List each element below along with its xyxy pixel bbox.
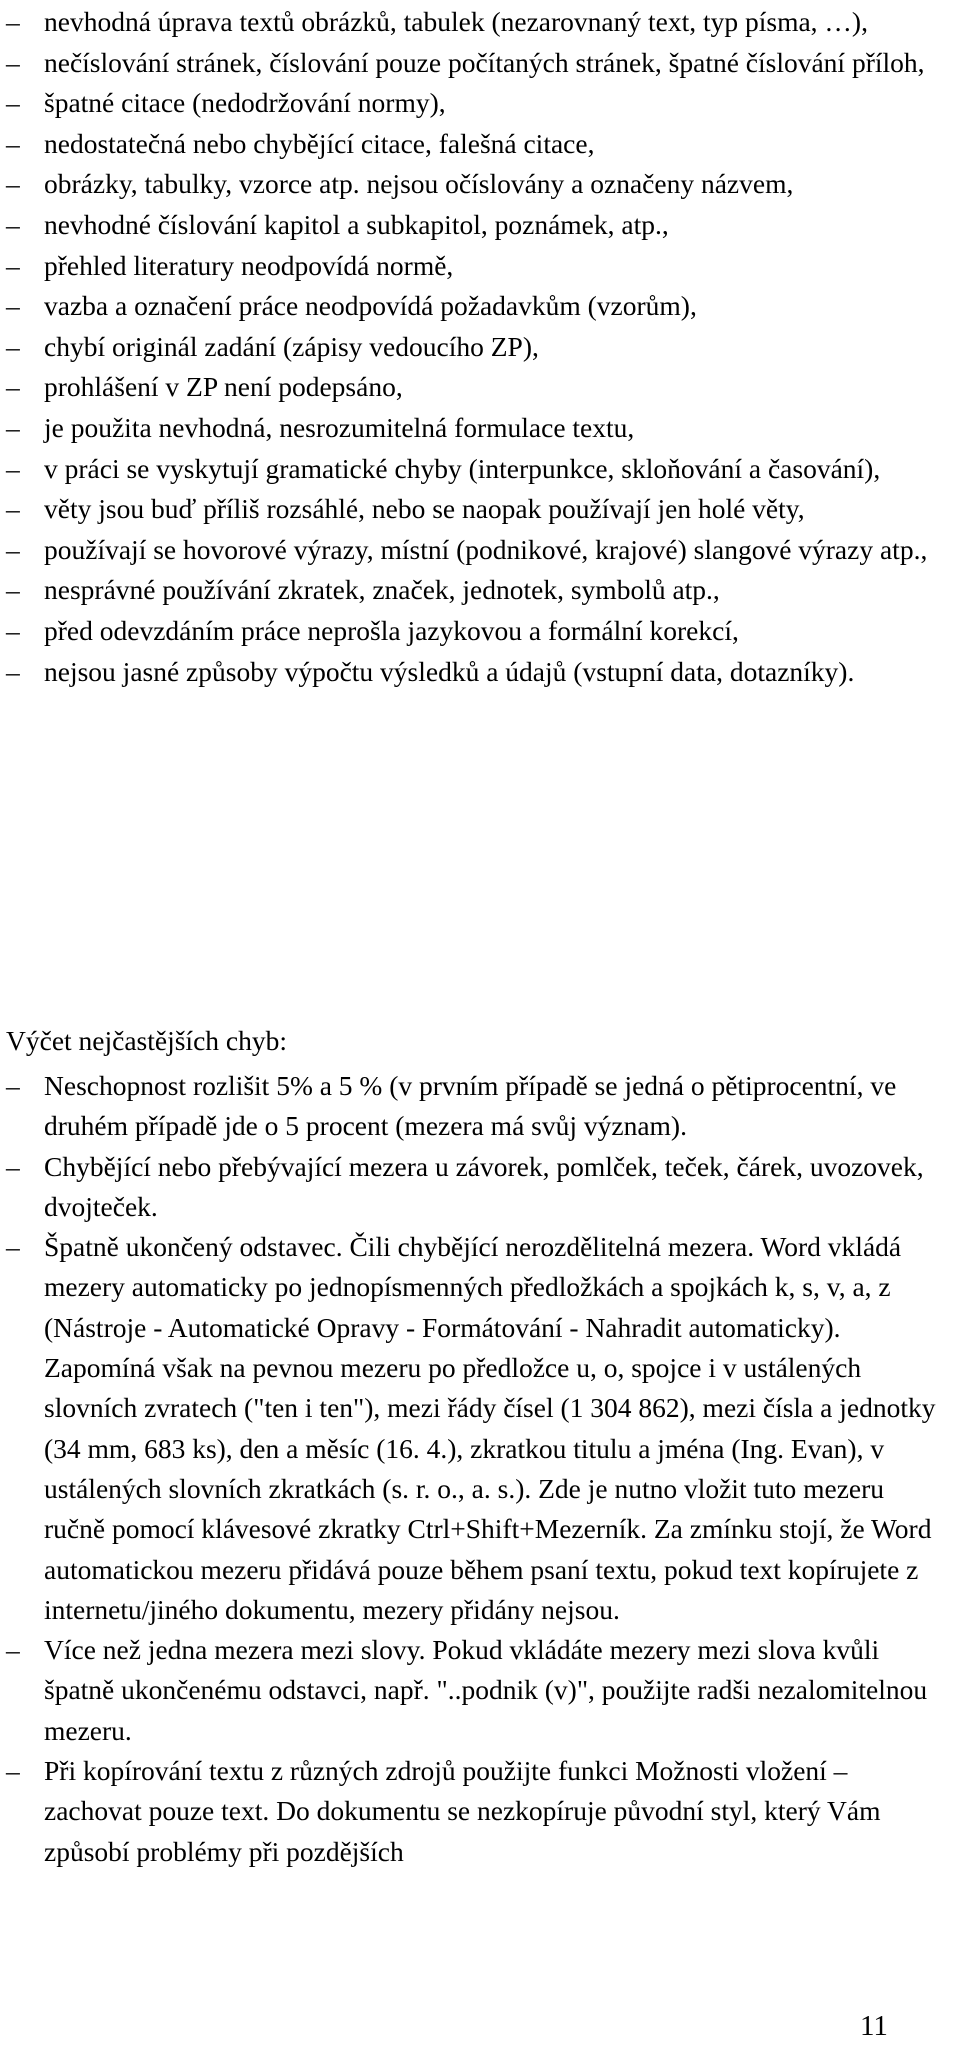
list-item <box>0 611 940 652</box>
list-item <box>0 449 940 490</box>
list-item-text: věty jsou buď příliš rozsáhlé, nebo se naopak používají jen holé věty, <box>44 493 805 525</box>
list-item <box>0 367 940 408</box>
list-item-text: obrázky, tabulky, vzorce atp. nejsou očíslovány a označeny názvem, <box>44 168 794 200</box>
section-heading: Výčet nejčastějších chyb: <box>6 1025 288 1056</box>
list-item <box>0 530 940 571</box>
list-item <box>0 1630 940 1751</box>
list-item <box>0 1227 940 1630</box>
list-item <box>0 246 940 287</box>
dash-bullet: – <box>6 249 20 281</box>
list-item <box>0 83 940 124</box>
dash-bullet: – <box>6 208 20 240</box>
list-item-text: v práci se vyskytují gramatické chyby (interpunkce, skloňování a časování), <box>44 452 881 484</box>
dash-bullet: – <box>6 6 20 37</box>
list-item <box>0 286 940 327</box>
list-item-text: Více než jedna mezera mezi slovy. Pokud vkládáte mezery mezi slova kvůli špatně ukončenému odstavci, např. "..podnik (v)", použijte radši nezalomitelnou mezeru. <box>44 1634 928 1746</box>
list-item-text: nevhodné číslování kapitol a subkapitol, poznámek, atp., <box>44 208 669 240</box>
dash-bullet: – <box>6 1755 20 1787</box>
list-item-text: chybí originál zadání (zápisy vedoucího ZP), <box>44 330 539 362</box>
dash-bullet: – <box>6 493 20 525</box>
list-item-text: špatné citace (nedodržování normy), <box>44 87 446 119</box>
dash-bullet: – <box>6 330 20 362</box>
list-item <box>0 164 940 205</box>
list-item-text: je použita nevhodná, nesrozumitelná formulace textu, <box>44 411 635 443</box>
list-item <box>0 408 940 449</box>
list-item <box>0 43 940 84</box>
list-item-text: nejsou jasné způsoby výpočtu výsledků a údajů (vstupní data, dotazníky). <box>44 655 855 687</box>
list-item <box>0 652 940 693</box>
dash-bullet: – <box>6 533 20 565</box>
list-item <box>0 327 940 368</box>
list-item <box>0 205 940 246</box>
dash-bullet: – <box>6 290 20 322</box>
list-item-text: Neschopnost rozlišit 5% a 5 % (v prvním případě se jedná o pětiprocentní, ve druhém případě jde o 5 procent (mezera má svůj význam). <box>44 1070 897 1142</box>
list-item-text: používají se hovorové výrazy, místní (podnikové, krajové) slangové výrazy atp., <box>44 533 928 565</box>
dash-bullet: – <box>6 87 20 119</box>
dash-bullet: – <box>6 614 20 646</box>
list-item <box>0 1147 940 1228</box>
list-item-text: nedostatečná nebo chybějící citace, falešná citace, <box>44 127 595 159</box>
error-list-bottom <box>0 1066 940 1872</box>
list-item <box>0 124 940 165</box>
dash-bullet: – <box>6 655 20 687</box>
list-item-text: Chybějící nebo přebývající mezera u závorek, pomlček, teček, čárek, uvozovek, dvojteček. <box>44 1150 924 1222</box>
dash-bullet: – <box>6 1150 20 1182</box>
dash-bullet: – <box>6 452 20 484</box>
dash-bullet: – <box>6 574 20 606</box>
list-item-text: Při kopírování textu z různých zdrojů použijte funkci Možnosti vložení – zachovat pouze text. Do dokumentu se nezkopíruje původní styl, který Vám způsobí problémy při pozdějších <box>44 1755 881 1867</box>
page-number: 11 <box>860 2010 888 2042</box>
list-item-text: prohlášení v ZP není podepsáno, <box>44 371 403 403</box>
dash-bullet: – <box>6 168 20 200</box>
list-item-text: nečíslování stránek, číslování pouze počítaných stránek, špatné číslování příloh, <box>44 46 925 78</box>
dash-bullet: – <box>6 371 20 403</box>
list-item <box>0 2 940 43</box>
list-item <box>0 489 940 530</box>
dash-bullet: – <box>6 1634 20 1666</box>
dash-bullet: – <box>6 127 20 159</box>
list-item-text: vazba a označení práce neodpovídá požadavkům (vzorům), <box>44 290 697 322</box>
list-item-text: Špatně ukončený odstavec. Čili chybějící nerozdělitelná mezera. Word vkládá mezery automaticky po jednopísmenných předložkách a spojkách k, s, v, a, z (Nástroje - Automatické Opravy - Formátování - Nahradit automaticky). Zapomíná však na pevnou mezeru po předložce u, o, spojce i v ustálených slovních zvratech ("ten i ten"), mezi řády čísel (1 304 862), mezi čísla a jednotky (34 mm, 683 ks), den a měsíc (16. 4.), zkratkou titulu a jména (Ing. Evan), v ustálených slovních zkratkách (s. r. o., a. s.). Zde je nutno vložit tuto mezeru ručně pomocí klávesové zkratky Ctrl+Shift+Mezerník. Za zmínku stojí, že Word automatickou mezeru přidává pouze během psaní textu, pokud text kopírujete z internetu/jiného dokumentu, mezery přidány nejsou. <box>44 1231 936 1625</box>
list-item <box>0 1066 940 1147</box>
dash-bullet: – <box>6 411 20 443</box>
list-item-text: před odevzdáním práce neprošla jazykovou a formální korekcí, <box>44 614 739 646</box>
list-item-text: přehled literatury neodpovídá normě, <box>44 249 454 281</box>
list-item-text: nesprávné používání zkratek, značek, jednotek, symbolů atp., <box>44 574 720 606</box>
dash-bullet: – <box>6 1070 20 1101</box>
list-item <box>0 1751 940 1872</box>
list-item-text: nevhodná úprava textů obrázků, tabulek (nezarovnaný text, typ písma, …), <box>44 6 868 37</box>
dash-bullet: – <box>6 46 20 78</box>
dash-bullet: – <box>6 1231 20 1263</box>
error-list-top <box>0 2 940 692</box>
list-item <box>0 570 940 611</box>
